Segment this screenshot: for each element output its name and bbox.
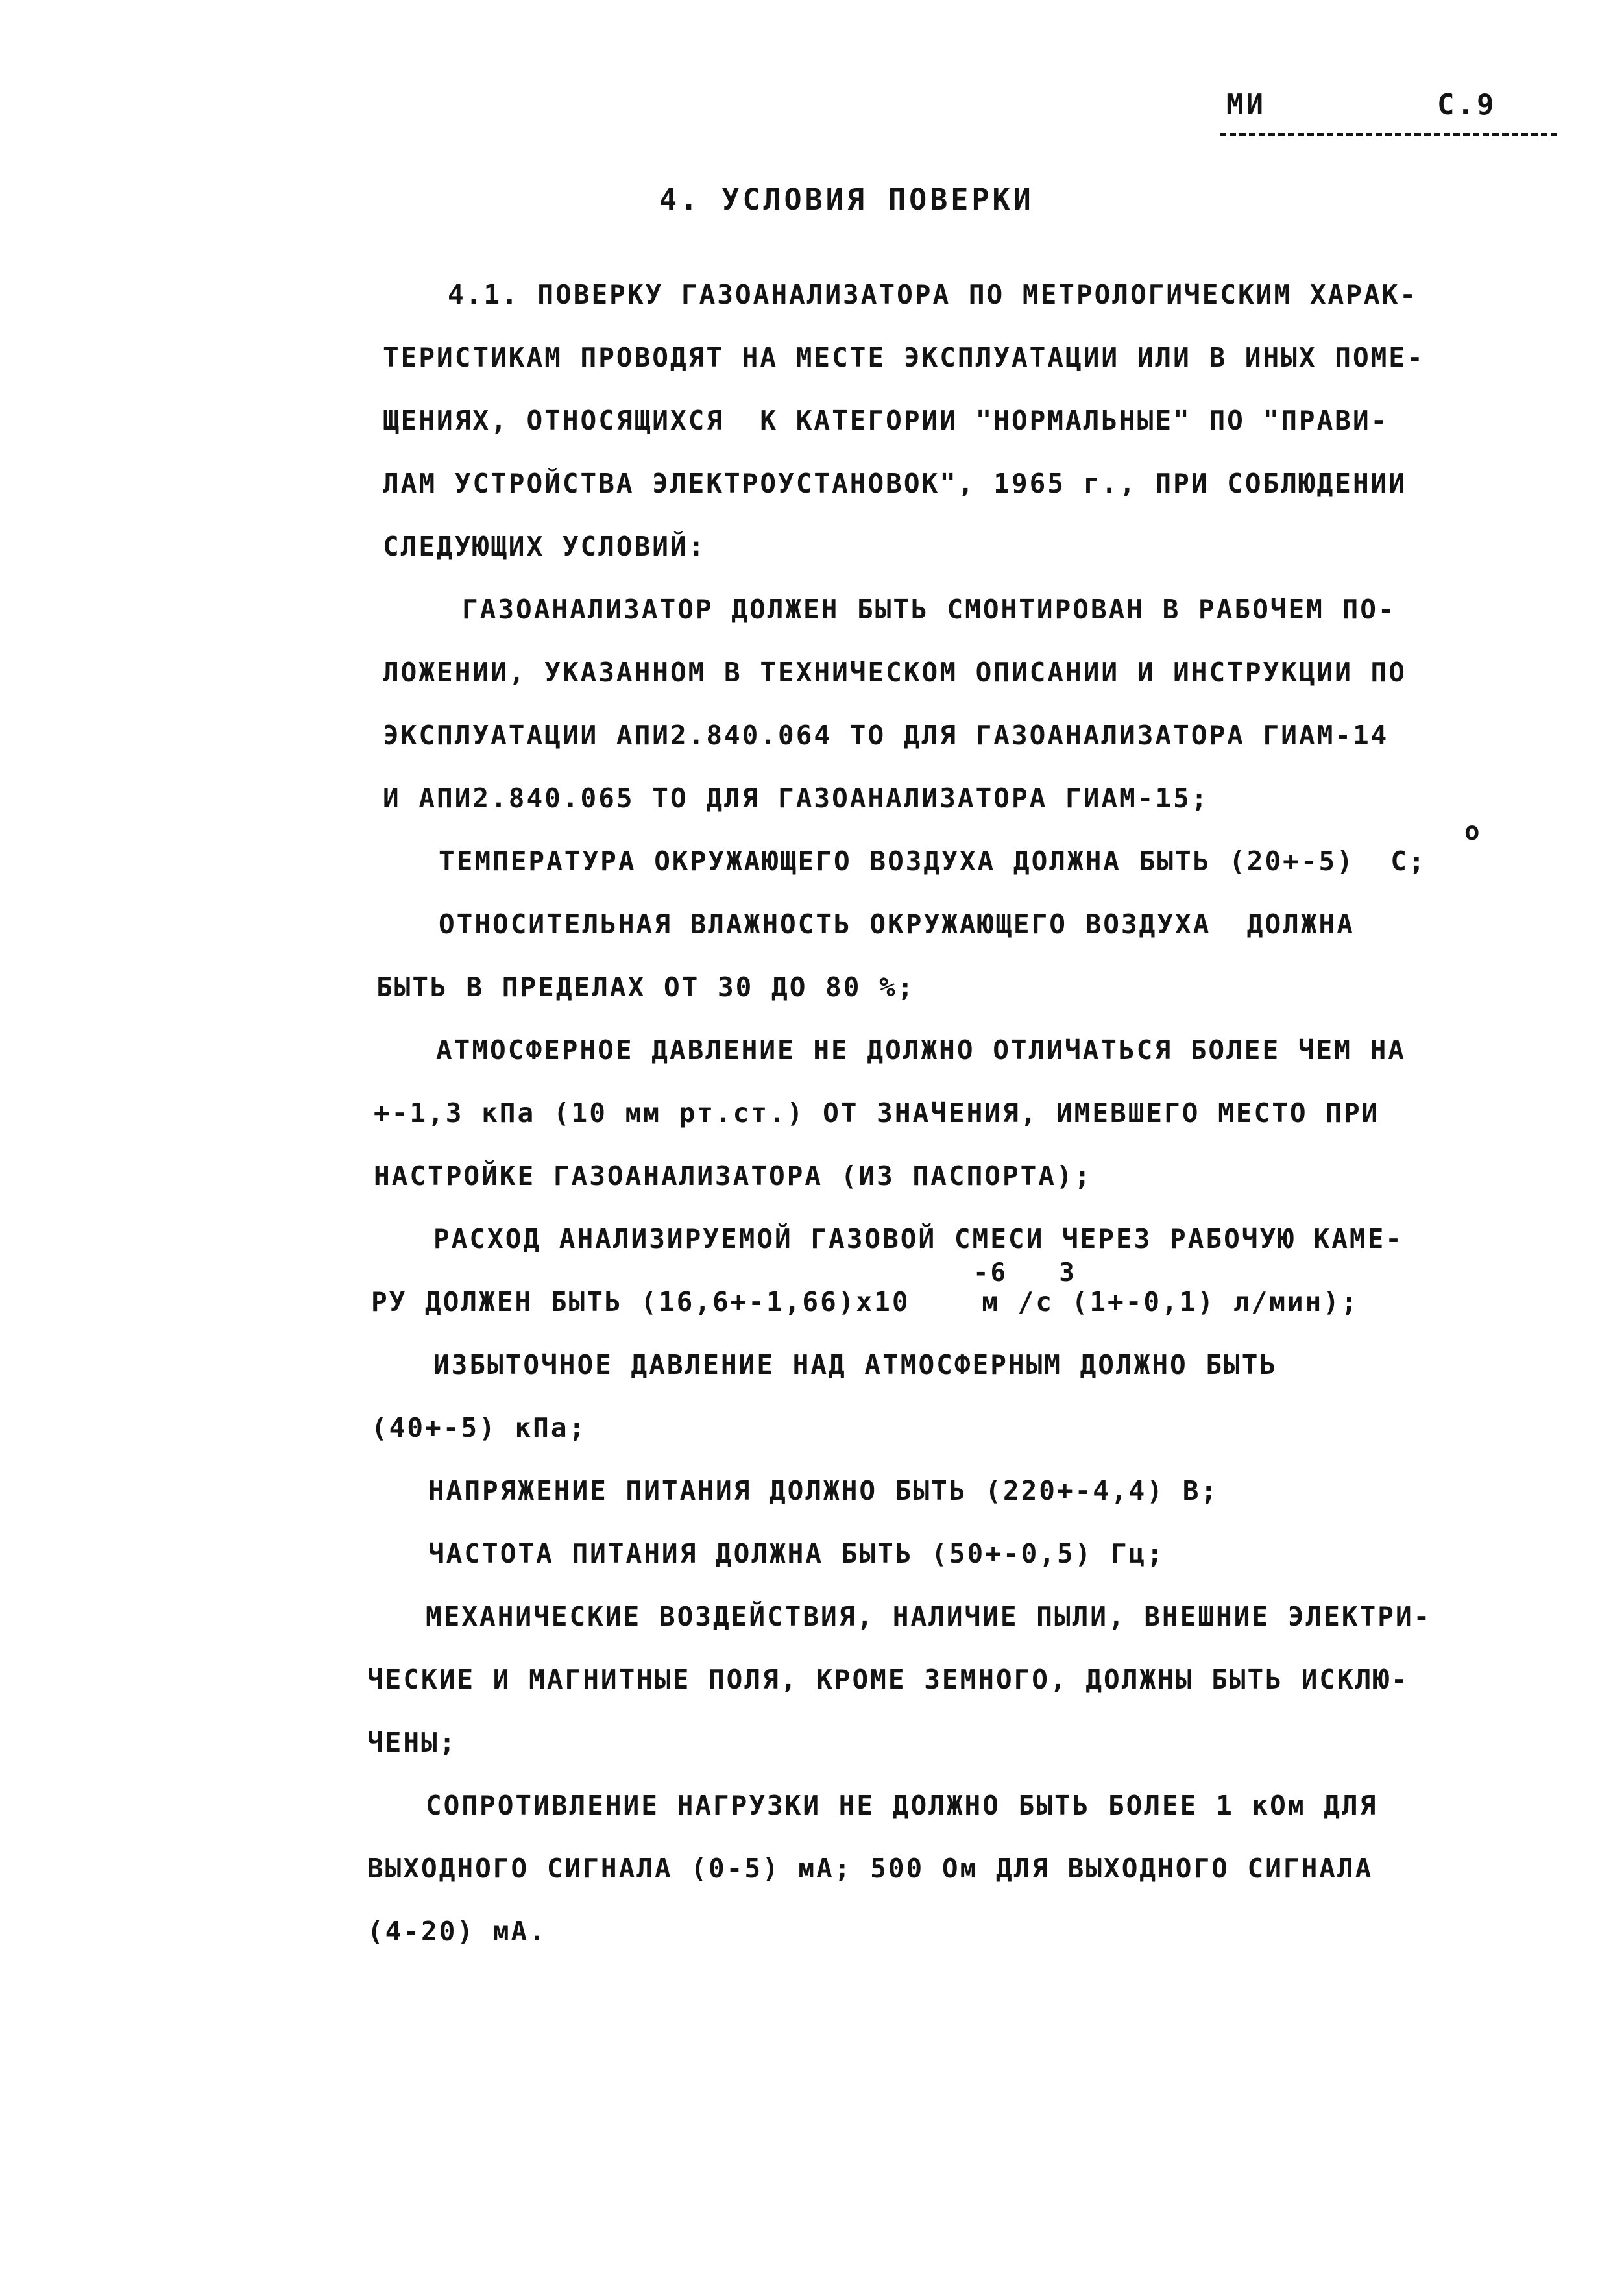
paragraph-line: ЧЕСКИЕ И МАГНИТНЫЕ ПОЛЯ, КРОМЕ ЗЕМНОГО, ДОЛЖНЫ БЫТЬ ИСКЛЮ- (367, 1664, 1409, 1695)
paragraph-line: СОПРОТИВЛЕНИЕ НАГРУЗКИ НЕ ДОЛЖНО БЫТЬ БОЛЕЕ 1 кОм ДЛЯ (426, 1790, 1378, 1821)
degree-mark: o (1464, 817, 1482, 846)
paragraph-line: (4-20) мА. (367, 1916, 547, 1947)
paragraph-line: РУ ДОЛЖЕН БЫТЬ (16,6+-1,66)х10 м /с (1+-0,1) л/мин); (371, 1286, 1359, 1317)
paragraph-line: ВЫХОДНОГО СИГНАЛА (0-5) мА; 500 Ом ДЛЯ ВЫХОДНОГО СИГНАЛА (367, 1853, 1374, 1884)
paragraph-line: 4.1. ПОВЕРКУ ГАЗОАНАЛИЗАТОРА ПО МЕТРОЛОГИЧЕСКИМ ХАРАК- (448, 279, 1418, 310)
paragraph-line: ЧЕНЫ; (367, 1727, 457, 1758)
paragraph-line: ЛОЖЕНИИ, УКАЗАННОМ В ТЕХНИЧЕСКОМ ОПИСАНИИ И ИНСТРУКЦИИ ПО (383, 657, 1407, 688)
paragraph-line: ОТНОСИТЕЛЬНАЯ ВЛАЖНОСТЬ ОКРУЖАЮЩЕГО ВОЗДУХА ДОЛЖНА (439, 909, 1355, 940)
paragraph-line: ЛАМ УСТРОЙСТВА ЭЛЕКТРОУСТАНОВОК", 1965 г., ПРИ СОБЛЮДЕНИИ (383, 468, 1407, 499)
document-code: МИ (1226, 88, 1266, 121)
paragraph-line: БЫТЬ В ПРЕДЕЛАХ ОТ 30 ДО 80 %; (376, 971, 915, 1003)
paragraph-line: ТЕРИСТИКАМ ПРОВОДЯТ НА МЕСТЕ ЭКСПЛУАТАЦИИ ИЛИ В ИНЫХ ПОМЕ- (383, 342, 1425, 373)
paragraph-line: НАСТРОЙКЕ ГАЗОАНАЛИЗАТОРА (ИЗ ПАСПОРТА); (374, 1160, 1093, 1191)
paragraph-line: +-1,3 кПа (10 мм рт.ст.) ОТ ЗНАЧЕНИЯ, ИМЕВШЕГО МЕСТО ПРИ (374, 1097, 1380, 1129)
paragraph-line: ТЕМПЕРАТУРА ОКРУЖАЮЩЕГО ВОЗДУХА ДОЛЖНА БЫТЬ (20+-5) С; (439, 846, 1427, 877)
paragraph-line: ИЗБЫТОЧНОЕ ДАВЛЕНИЕ НАД АТМОСФЕРНЫМ ДОЛЖНО БЫТЬ (433, 1349, 1278, 1380)
paragraph-line: АТМОСФЕРНОЕ ДАВЛЕНИЕ НЕ ДОЛЖНО ОТЛИЧАТЬСЯ БОЛЕЕ ЧЕМ НА (436, 1034, 1406, 1066)
paragraph-line: (40+-5) кПа; (371, 1412, 587, 1443)
paragraph-line: РАСХОД АНАЛИЗИРУЕМОЙ ГАЗОВОЙ СМЕСИ ЧЕРЕЗ РАБОЧУЮ КАМЕ- (433, 1223, 1403, 1254)
paragraph-line: МЕХАНИЧЕСКИЕ ВОЗДЕЙСТВИЯ, НАЛИЧИЕ ПЫЛИ, ВНЕШНИЕ ЭЛЕКТРИ- (426, 1601, 1432, 1632)
paragraph-line: НАПРЯЖЕНИЕ ПИТАНИЯ ДОЛЖНО БЫТЬ (220+-4,4) В; (428, 1475, 1219, 1506)
exponent-line: -6 3 (973, 1258, 1076, 1288)
paragraph-line: ГАЗОАНАЛИЗАТОР ДОЛЖЕН БЫТЬ СМОНТИРОВАН В РАБОЧЕМ ПО- (462, 594, 1396, 625)
section-title: 4. УСЛОВИЯ ПОВЕРКИ (659, 182, 1034, 217)
paragraph-line: ЭКСПЛУАТАЦИИ АПИ2.840.064 ТО ДЛЯ ГАЗОАНАЛИЗАТОРА ГИАМ-14 (383, 720, 1389, 751)
paragraph-line: СЛЕДУЮЩИХ УСЛОВИЙ: (383, 531, 707, 562)
page-number: С.9 (1437, 88, 1497, 121)
paragraph-line: И АПИ2.840.065 ТО ДЛЯ ГАЗОАНАЛИЗАТОРА ГИАМ-15; (383, 783, 1209, 814)
paragraph-line: ЩЕНИЯХ, ОТНОСЯЩИХСЯ К КАТЕГОРИИ "НОРМАЛЬНЫЕ" ПО "ПРАВИ- (383, 405, 1389, 436)
paragraph-line: ЧАСТОТА ПИТАНИЯ ДОЛЖНА БЫТЬ (50+-0,5) Гц; (428, 1538, 1165, 1569)
header-rule (1220, 133, 1557, 136)
